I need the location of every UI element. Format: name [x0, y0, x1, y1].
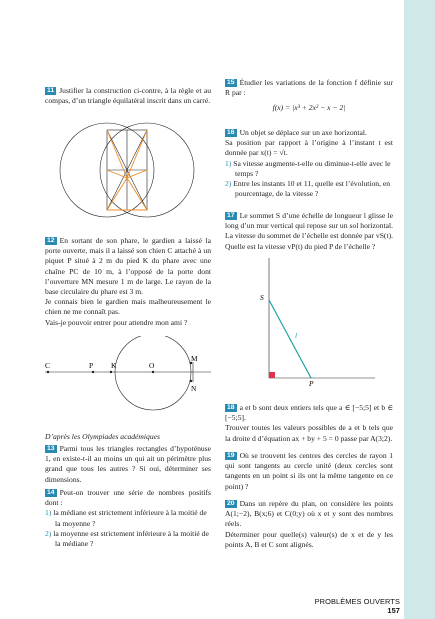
label-K: K — [111, 361, 117, 370]
exercise-11 — [45, 86, 211, 106]
ladder — [269, 300, 311, 378]
exercise-text: Étudier les variations de la fonction f définie sur R par : — [225, 78, 393, 98]
exercise-number: 18 — [227, 404, 235, 411]
ladder-figure — [225, 256, 393, 386]
exercise-13 — [45, 444, 211, 485]
exercise-text-2: Déterminer pour quelle(s) valeur(s) de x et de y les points A, B et C sont alignés. — [225, 529, 393, 549]
margin-stripe — [404, 0, 435, 619]
exercise-18 — [225, 403, 393, 444]
page-number: 157 — [387, 606, 400, 615]
exercise-text-2: Je connais bien le gardien mais malheureusement le chien ne me connaît pas. — [45, 297, 211, 317]
exercise-text: Dans un repère du plan, on considère les points A(1;−2), B(x;6) et C(0;y) où x et y sont des nombres réels. — [225, 499, 393, 529]
list-item: 2) la moyenne est strictement inférieure à la moitié de la médiane ? — [45, 528, 209, 549]
exercise-number: 11 — [47, 87, 55, 94]
page-footer — [300, 597, 400, 615]
label-O: O — [149, 361, 155, 370]
exercise-number: 15 — [227, 79, 235, 86]
exercise-text: Le sommet S d’une échelle de longueur l glisse le long d’un mur vertical qui repose sur un sol horizontal. La vitesse du sommet de l’échelle est donnée par vS(t). Quelle est la vitesse vP(t) du pied P de l’échelle ? — [225, 211, 393, 251]
exercise-text: Parmi tous les triangles rectangles d’hypoténuse 1, en existe-t-il au moins un qui ait un périmètre plus grand que tous les autres ? Si oui, déterminer ses dimensions. — [45, 444, 211, 484]
label-P: P — [309, 379, 314, 386]
exercise-12 — [45, 236, 211, 328]
exercise-number: 13 — [47, 445, 55, 452]
exercise-number: 20 — [227, 500, 235, 507]
exercise-text: Un objet se déplace sur un axe horizontal. — [239, 128, 367, 137]
exercise-number: 19 — [227, 452, 235, 459]
list-item: 1) la médiane est strictement inférieure à la moitié de la moyenne ? — [45, 508, 207, 528]
equilateral-construction-figure — [45, 108, 211, 236]
exercise-text-2: Sa position par rapport à l’origine à l’instant t est donnée par x(t) = √t. — [225, 138, 393, 158]
label-N: N — [191, 384, 197, 393]
exercise-number: 17 — [227, 212, 235, 219]
exercise-text: En sortant de son phare, le gardien a laissé la porte ouverte, mais il a laissé son chien C attaché à un piquet P situé à 2 m du pied K du phare avec une chaîne PC de 10 m, à l’opposé de la porte dont l’ouverture MN mesure 1 m de large. Le rayon de la base circulaire du phare est 3 m. — [45, 236, 211, 297]
exercise-number: 16 — [227, 129, 235, 136]
exercise-text: Peut-on trouver une série de nombres positifs dont : — [45, 488, 211, 508]
list-item: 2) Entre les instants 10 et 11, quelle est l’évolution, en pourcentage, de la vitesse ? — [225, 179, 391, 199]
source-note: D’après les Olympiades académiques — [45, 432, 160, 441]
exercise-17 — [225, 211, 393, 252]
exercise-15 — [225, 78, 393, 120]
right-angle-mark — [269, 372, 275, 378]
exercise-text: Justifier la construction ci-contre, à la règle et au compas, d’un triangle équilatéral inscrit dans un carré. — [45, 86, 211, 106]
exercise-number: 14 — [47, 489, 55, 496]
label-S: S — [260, 293, 264, 302]
exercise-text-2: Trouver toutes les valeurs possibles de a et b tels que la droite d d’équation ax + by + 5 = 0 passe par A(3;2). — [225, 423, 393, 443]
lighthouse-figure — [45, 336, 211, 424]
exercise-text-3: Vais-je pouvoir entrer pour attendre mon ami ? — [45, 317, 188, 327]
exercise-19 — [225, 451, 393, 492]
label-l: l — [295, 331, 298, 340]
exercise-text: Où se trouvent les centres des cercles de rayon 1 qui sont tangents au cercle unité (deux cercles sont tangents en un point si ils ont la même tangente en ce point) ? — [225, 451, 393, 491]
label-P: P — [89, 361, 94, 370]
label-M: M — [191, 354, 198, 363]
exercise-text: a et b sont deux entiers tels que a ∈ [−5;5] et b ∈ [−5;5]. — [225, 403, 393, 423]
label-C: C — [45, 361, 50, 370]
section-label: PROBLÈMES OUVERTS — [314, 597, 400, 606]
exercise-14 — [45, 488, 211, 549]
formula: f(x) = |x³ + 2x² − x − 2| — [272, 103, 346, 113]
exercise-16 — [225, 128, 393, 199]
exercise-20 — [225, 499, 393, 550]
list-item: 1) Sa vitesse augmente-t-elle ou diminue-t-elle avec le temps ? — [225, 158, 391, 178]
exercise-number: 12 — [47, 237, 55, 244]
